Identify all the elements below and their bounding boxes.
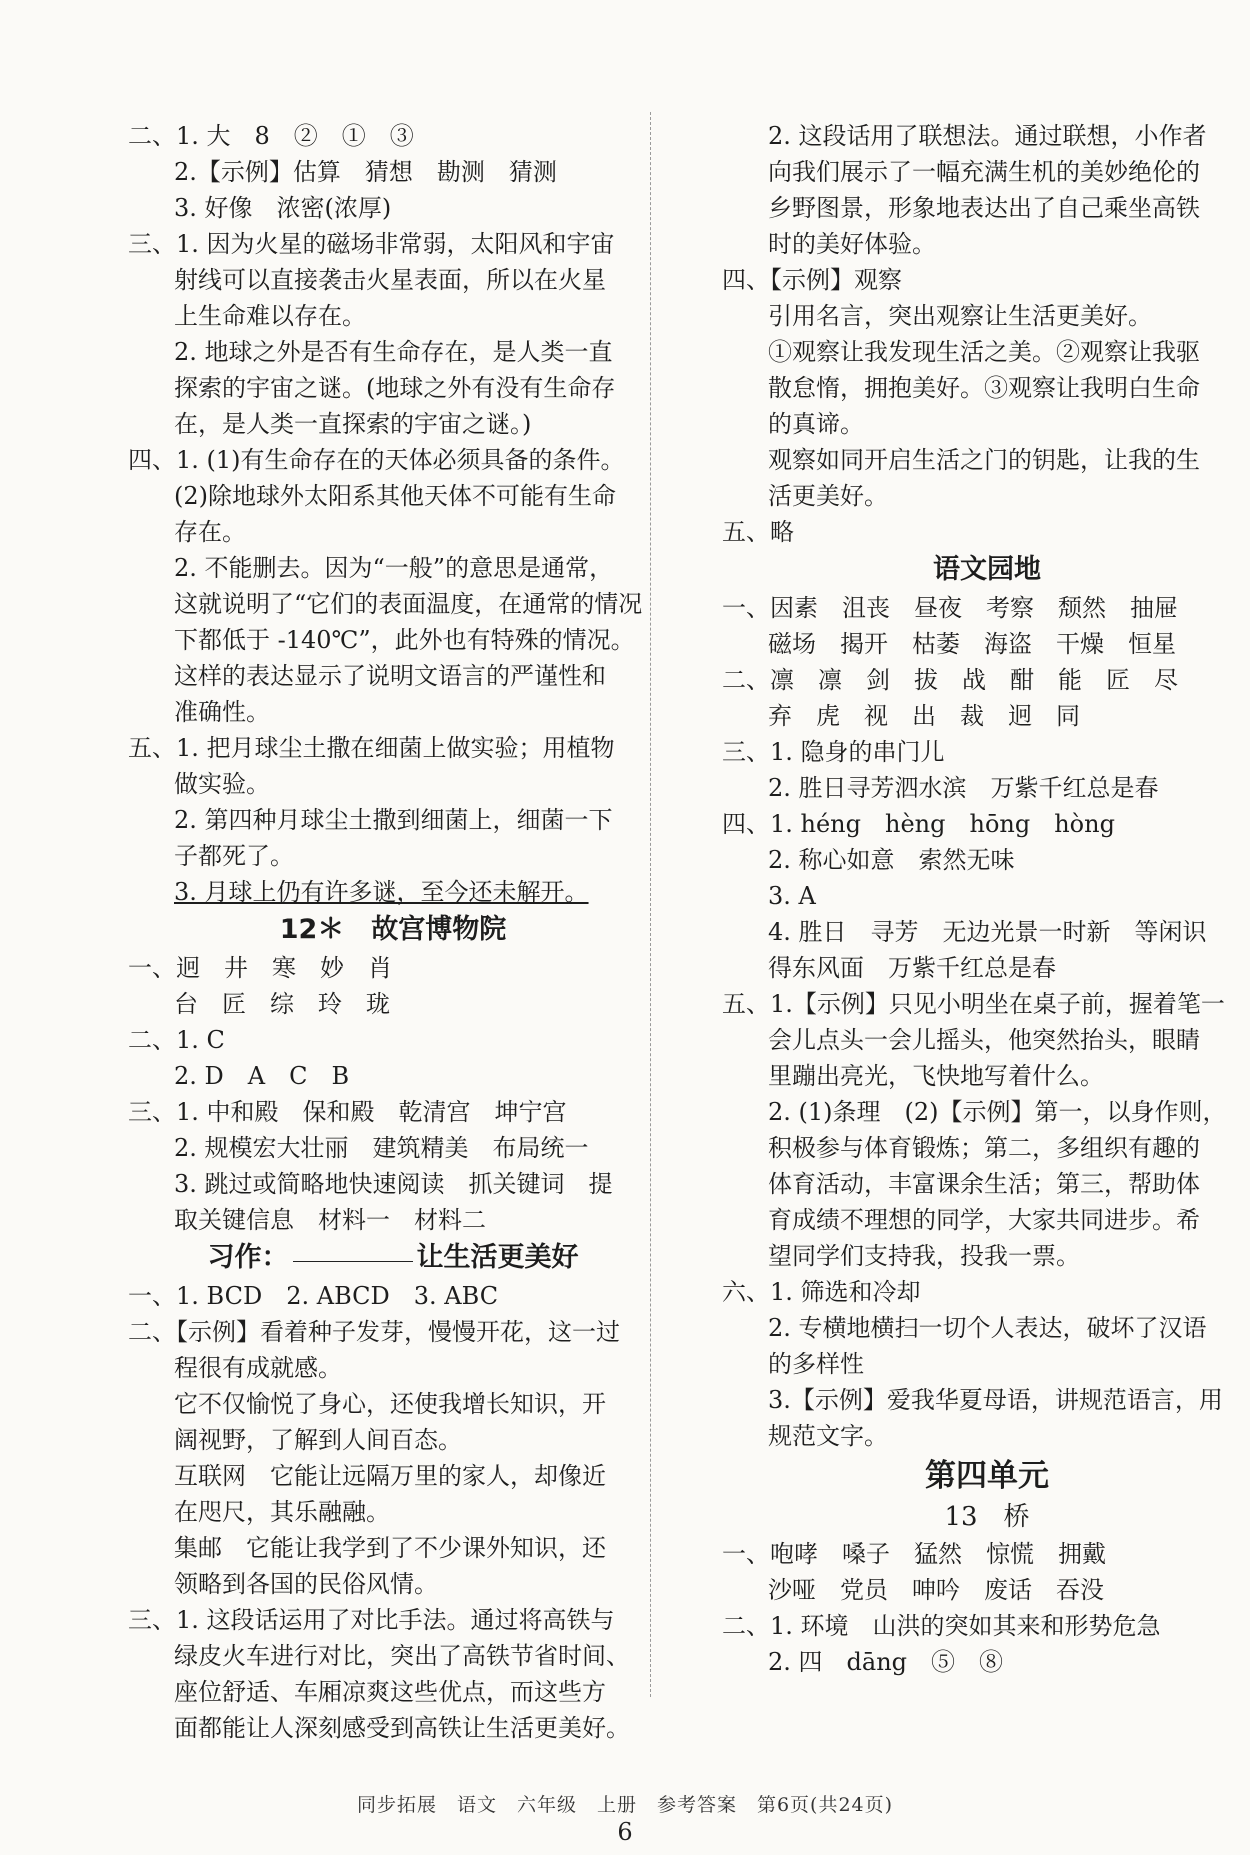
answer-line [128,190,658,226]
answer-line [722,662,1250,698]
line-text: 三、1. 隐身的串门儿 [722,738,945,766]
line-text: 2. 地球之外是否有生命存在，是人类一直 [174,338,613,366]
answer-line [128,1314,658,1350]
line-text: 三、1. 因为火星的磁场非常弱，太阳风和宇宙 [128,230,615,258]
answer-line [128,1058,658,1094]
line-text: 上生命难以存在。 [174,302,366,330]
line-text: 座位舒适、车厢凉爽这些优点，而这些方 [174,1678,606,1706]
line-text: 2. 规模宏大壮丽 建筑精美 布局统一 [174,1134,589,1162]
line-text: 一、咆哮 嗓子 猛然 惊慌 拥戴 [722,1540,1106,1568]
answer-line [128,370,658,406]
answer-line [128,658,658,694]
answer-line [128,514,658,550]
line-text: 五、1. 把月球尘土撒在细菌上做实验；用植物 [128,734,615,762]
answer-line [128,838,658,874]
line-text: 磁场 揭开 枯萎 海盗 干燥 恒星 [768,630,1176,658]
line-text: 散怠惰，拥抱美好。③观察让我明白生命 [768,374,1200,402]
answer-line [722,1022,1250,1058]
line-text: 探索的宇宙之谜。(地球之外有没有生命存 [174,374,616,402]
right-column [722,118,1250,1680]
line-text: 子都死了。 [174,842,294,870]
answer-line [128,406,658,442]
answer-line [128,622,658,658]
answer-line [722,1536,1250,1572]
line-text: 2. 这段话用了联想法。通过联想，小作者 [768,122,1207,150]
answer-line [128,550,658,586]
answer-line [722,1238,1250,1274]
line-text: 2. D A C B [174,1062,350,1090]
line-text: 里蹦出亮光，飞快地写着什么。 [768,1062,1104,1090]
line-text: 会儿点头一会儿摇头，他突然抬头，眼睛 [768,1026,1200,1054]
answer-line [722,1310,1250,1346]
answer-line [128,694,658,730]
answer-line [128,986,658,1022]
line-text: 3. 跳过或简略地快速阅读 抓关键词 提 [174,1170,613,1198]
line-text: 二、1. 大 8 ② ① ③ [128,122,414,150]
answer-line [722,514,1250,550]
answer-line [128,1638,658,1674]
answer-line [722,842,1250,878]
line-text: 五、略 [722,518,794,546]
answer-line [722,298,1250,334]
answer-line [128,1458,658,1494]
answer-line [128,478,658,514]
line-text: 4. 胜日 寻芳 无边光景一时新 等闲识 [768,918,1207,946]
section-title [128,910,658,950]
answer-line [722,1644,1250,1680]
page-number: 6 [617,1818,633,1846]
answer-line [128,1386,658,1422]
answer-line [128,950,658,986]
answer-line [722,770,1250,806]
line-text: 二、凛 凛 剑 拔 战 酣 能 匠 尽 [722,666,1178,694]
line-text: 程很有成就感。 [174,1354,342,1382]
answer-line [128,1602,658,1638]
line-text: 活更美好。 [768,482,888,510]
line-text: 这就说明了“它们的表面温度，在通常的情况 [174,590,643,618]
line-text: 的多样性 [768,1350,864,1378]
answer-line [128,442,658,478]
answer-line [722,1274,1250,1310]
answer-line [722,914,1250,950]
answer-line [722,1382,1250,1418]
column-divider [650,112,651,1697]
line-text: 望同学们支持我，投我一票。 [768,1242,1080,1270]
answer-line [722,1418,1250,1454]
answer-line [128,1278,658,1314]
answer-line [722,478,1250,514]
line-text: 一、因素 沮丧 昼夜 考察 颓然 抽屉 [722,594,1178,622]
line-text: 得东风面 万紫千红总是春 [768,954,1056,982]
answer-line [128,1422,658,1458]
line-text: 2. 胜日寻芳泗水滨 万紫千红总是春 [768,774,1159,802]
line-text: 三、1. 中和殿 保和殿 乾清宫 坤宁宫 [128,1098,567,1126]
answer-line [722,986,1250,1022]
answer-line [128,1202,658,1238]
line-text: 做实验。 [174,770,270,798]
line-text: 二、1. C [128,1026,225,1054]
answer-line [128,1094,658,1130]
answer-line [128,1530,658,1566]
answer-line [722,154,1250,190]
answer-line [722,1130,1250,1166]
section-title [722,1454,1250,1498]
line-text: 13 桥 [944,1502,1030,1532]
answer-line [722,334,1250,370]
line-text: 的真谛。 [768,410,864,438]
line-text: 存在。 [174,518,246,546]
line-text: 3. A [768,882,816,910]
line-text: 二、【示例】看着种子发芽，慢慢开花，这一过 [128,1318,620,1346]
line-text: 这样的表达显示了说明文语言的严谨性和 [174,662,606,690]
answer-line [722,226,1250,262]
line-text: 育成绩不理想的同学，大家共同进步。希 [768,1206,1200,1234]
answer-line [128,154,658,190]
answer-line [722,734,1250,770]
line-text: 在，是人类一直探索的宇宙之谜。) [174,410,532,438]
answer-line [128,334,658,370]
answer-line [722,190,1250,226]
line-text: 五、1.【示例】只见小明坐在桌子前，握着笔一 [722,990,1225,1018]
line-text: 体育活动，丰富课余生活；第三，帮助体 [768,1170,1200,1198]
line-text: 领略到各国的民俗风情。 [174,1570,438,1598]
answer-line [128,1566,658,1602]
line-text: 2. 四 dāng ⑤ ⑧ [768,1648,1004,1676]
section-title [128,1238,658,1278]
line-text: 准确性。 [174,698,270,726]
line-text: 积极参与体育锻炼；第二，多组织有趣的 [768,1134,1200,1162]
left-column [128,118,658,1746]
line-text: 2. 第四种月球尘土撒到细菌上，细菌一下 [174,806,613,834]
answer-line [722,442,1250,478]
answer-line [722,370,1250,406]
line-text: 2.【示例】估算 猜想 勘测 猜测 [174,158,557,186]
line-text: 四、【示例】观察 [722,266,902,294]
answer-line [128,802,658,838]
title-prefix: 习作： [207,1242,289,1273]
line-text: 沙哑 党员 呻吟 废话 吞没 [768,1576,1104,1604]
line-text: 互联网 它能让远隔万里的家人，却像近 [174,1462,606,1490]
page-footer: 同步拓展 语文 六年级 上册 参考答案 第6页(共24页) [356,1794,894,1816]
answer-line [128,1674,658,1710]
line-text: 观察如同开启生活之门的钥匙，让我的生 [768,446,1200,474]
answer-line [128,262,658,298]
answer-line [722,1058,1250,1094]
line-text: 四、1. héng hèng hōng hòng [722,810,1115,838]
answer-line [128,1130,658,1166]
line-text: 引用名言，突出观察让生活更美好。 [768,302,1152,330]
line-text: ①观察让我发现生活之美。②观察让我驱 [768,338,1200,366]
line-text: 语文园地 [933,554,1041,585]
answer-line [722,806,1250,842]
answer-line [722,590,1250,626]
answer-line [722,1166,1250,1202]
line-text: 它不仅愉悦了身心，还使我增长知识，开 [174,1390,606,1418]
line-text: 四、1. (1)有生命存在的天体必须具备的条件。 [128,446,625,474]
section-title [722,550,1250,590]
answer-line [722,1572,1250,1608]
line-text: 乡野图景，形象地表达出了自己乘坐高铁 [768,194,1200,222]
answer-line [128,586,658,622]
line-text: 绿皮火车进行对比，突出了高铁节省时间、 [174,1642,630,1670]
line-text: 2. 专横地横扫一切个人表达，破坏了汉语 [768,1314,1207,1342]
answer-line [722,1608,1250,1644]
fill-in-blank [293,1261,413,1262]
answer-line [722,626,1250,662]
line-text: 下都低于 -140℃”，此外也有特殊的情况。 [174,626,635,654]
line-text: 3. 月球上仍有许多谜，至今还未解开。 [174,878,589,906]
answer-line [128,226,658,262]
section-title [722,1498,1250,1536]
answer-line [722,406,1250,442]
line-text: 2. 称心如意 索然无味 [768,846,1015,874]
title-text: 让生活更美好 [416,1242,579,1273]
answer-line [128,730,658,766]
answer-line [722,1346,1250,1382]
answer-line [128,1022,658,1058]
answer-line [128,1710,658,1746]
answer-line [128,766,658,802]
answer-line [128,298,658,334]
line-text: 六、1. 筛选和冷却 [722,1278,921,1306]
line-text: 3.【示例】爱我华夏母语，讲规范语言，用 [768,1386,1223,1414]
line-text: 第四单元 [925,1458,1049,1494]
line-text: (2)除地球外太阳系其他天体不可能有生命 [174,482,616,510]
line-text: 弃 虎 视 出 裁 迥 同 [768,702,1080,730]
line-text: 集邮 它能让我学到了不少课外知识，还 [174,1534,606,1562]
line-text: 在咫尺，其乐融融。 [174,1498,390,1526]
line-text: 时的美好体验。 [768,230,936,258]
answer-line [722,1094,1250,1130]
line-text: 2. (1)条理 (2)【示例】第一，以身作则， [768,1098,1227,1126]
line-text: 二、1. 环境 山洪的突如其来和形势危急 [722,1612,1161,1640]
line-text: 向我们展示了一幅充满生机的美妙绝伦的 [768,158,1200,186]
line-text: 一、1. BCD 2. ABCD 3. ABC [128,1282,499,1310]
line-text: 规范文字。 [768,1422,888,1450]
answer-line [722,878,1250,914]
line-text: 3. 好像 浓密(浓厚) [174,194,392,222]
line-text: 阔视野，了解到人间百态。 [174,1426,462,1454]
answer-line [722,950,1250,986]
answer-line [128,1166,658,1202]
line-text: 取关键信息 材料一 材料二 [174,1206,486,1234]
line-text: 2. 不能删去。因为“一般”的意思是通常， [174,554,614,582]
answer-line [722,698,1250,734]
line-text: 面都能让人深刻感受到高铁让生活更美好。 [174,1714,630,1742]
answer-line [128,1350,658,1386]
line-text: 12＊ 故宫博物院 [279,914,507,945]
answer-line [128,118,658,154]
line-text: 一、迥 井 寒 妙 肖 [128,954,392,982]
line-text: 三、1. 这段话运用了对比手法。通过将高铁与 [128,1606,615,1634]
answer-line [722,118,1250,154]
answer-line [128,1494,658,1530]
answer-line [722,262,1250,298]
answer-line [722,1202,1250,1238]
line-text: 台 匠 综 玲 珑 [174,990,390,1018]
answer-line [128,874,658,910]
line-text: 射线可以直接袭击火星表面，所以在火星 [174,266,606,294]
